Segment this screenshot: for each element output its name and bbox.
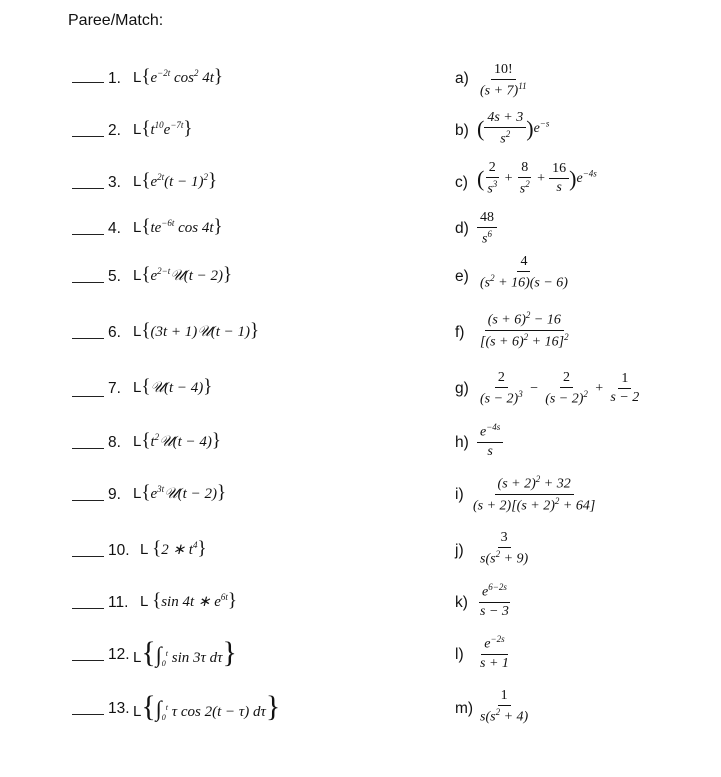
answer-blank[interactable] (72, 500, 104, 501)
answer-blank[interactable] (72, 82, 104, 83)
answer-blank[interactable] (72, 556, 104, 557)
answer-blank[interactable] (72, 188, 104, 189)
problem-expression: $L\{e^{3t}𝒰(t - 2)\}$ (133, 482, 227, 503)
page-title: Paree/Match: (68, 12, 164, 29)
problem-expression: $L\{t^2𝒰(t - 4)\}$ (133, 430, 222, 451)
answer-blank[interactable] (72, 448, 104, 449)
problem-number: 6. (108, 324, 121, 341)
problem-number: 1. (108, 70, 121, 87)
answer-label: i) (455, 486, 464, 503)
problem-expression: $L\{te^{-6t}$ cos 4t} (133, 216, 223, 237)
answer-label: m) (455, 700, 474, 717)
answer-blank[interactable] (72, 338, 104, 339)
problem-number: 4. (108, 220, 121, 237)
answer-blank[interactable] (72, 608, 104, 609)
answer-blank[interactable] (72, 136, 104, 137)
answer-blank[interactable] (72, 714, 104, 715)
answer-label: h) (455, 434, 469, 451)
answer-label: c) (455, 174, 468, 191)
problem-expression: L {2 ∗ $t^4$} (140, 538, 207, 559)
answer-expression: $\frac{48}{s^6}$ (477, 210, 497, 248)
answer-expression: $\frac{e^{-4s}}{s}$ (477, 422, 503, 460)
problem-expression: $L\{e^{2-t}𝒰(t - 2)\}$ (133, 264, 233, 285)
answer-label: k) (455, 594, 468, 611)
problem-number: 10. (108, 542, 130, 559)
answer-expression: $\frac{(s + 2)^2 + 32}{(s + 2)[(s + 2)^2 + 64]}$ (473, 474, 596, 514)
problem-number: 7. (108, 380, 121, 397)
answer-label: a) (455, 70, 469, 87)
answer-label: d) (455, 220, 469, 237)
answer-blank[interactable] (72, 282, 104, 283)
answer-expression: ( $\frac{4s + 3}{s^2}$ )$e^{-s}$ (477, 110, 550, 147)
answer-label: j) (455, 542, 464, 559)
problem-expression: $L\{t^{10}e^{-7t}\}$ (133, 118, 193, 139)
problem-expression: L {sin 4t ∗ $e^{6t}$} (140, 590, 238, 611)
problem-number: 9. (108, 486, 121, 503)
answer-label: l) (455, 646, 464, 663)
answer-expression: $\frac{2}{(s - 2)^3}$ − $\frac{2}{(s - 2)^2}$ + $\frac{1}{s - 2}$ (480, 370, 640, 407)
answer-expression: $\frac{1}{s(s^2 + 4)}$ (480, 688, 529, 725)
problem-number: 13. (108, 700, 130, 717)
problem-number: 3. (108, 174, 121, 191)
problem-number: 5. (108, 268, 121, 285)
answer-label: b) (455, 122, 469, 139)
answer-expression: $\frac{10!}{(s + 7)^{11}}$ (480, 62, 527, 99)
problem-expression: $L\{e^{-2t}$ $\cos^2 4t$} (133, 66, 224, 87)
problem-number: 12. (108, 646, 130, 663)
answer-blank[interactable] (72, 234, 104, 235)
problem-expression: L{(3t + 1)𝒰(t − 1)} (133, 320, 260, 341)
problem-number: 11. (108, 594, 129, 611)
answer-blank[interactable] (72, 396, 104, 397)
answer-expression: $\frac{e^{6-2s}}{s - 3}$ (480, 582, 509, 619)
problem-expression: L{𝒰(t − 4)} (133, 376, 213, 397)
answer-expression: $\frac{3}{s(s^2 + 9)}$ (480, 530, 529, 567)
answer-label: e) (455, 268, 469, 285)
answer-blank[interactable] (72, 660, 104, 661)
answer-expression: $\frac{e^{-2s}}{s + 1}$ (480, 634, 509, 671)
answer-label: g) (455, 380, 469, 397)
problem-expression: $L\{e^{2t}(t - 1)^2\}$ (133, 170, 218, 191)
problem-expression: $L\{\int_0^t$ τ cos 2(t − τ) dτ} (133, 690, 281, 723)
answer-expression: $\frac{(s + 6)^2 - 16}{[(s + 6)^2 + 16]^2}$ (480, 310, 569, 350)
problem-expression: $L\{\int_0^t$ sin 3τ dτ} (133, 636, 237, 669)
problem-number: 2. (108, 122, 121, 139)
answer-expression: ( $\frac{2}{s^3}$ + $\frac{8}{s^2}$ + $\frac{16}{s}$ )$e^{-4s}$ (477, 160, 597, 197)
answer-expression: $\frac{4}{(s^2 + 16)(s - 6)}$ (480, 254, 568, 291)
answer-label: f) (455, 324, 465, 341)
problem-number: 8. (108, 434, 121, 451)
